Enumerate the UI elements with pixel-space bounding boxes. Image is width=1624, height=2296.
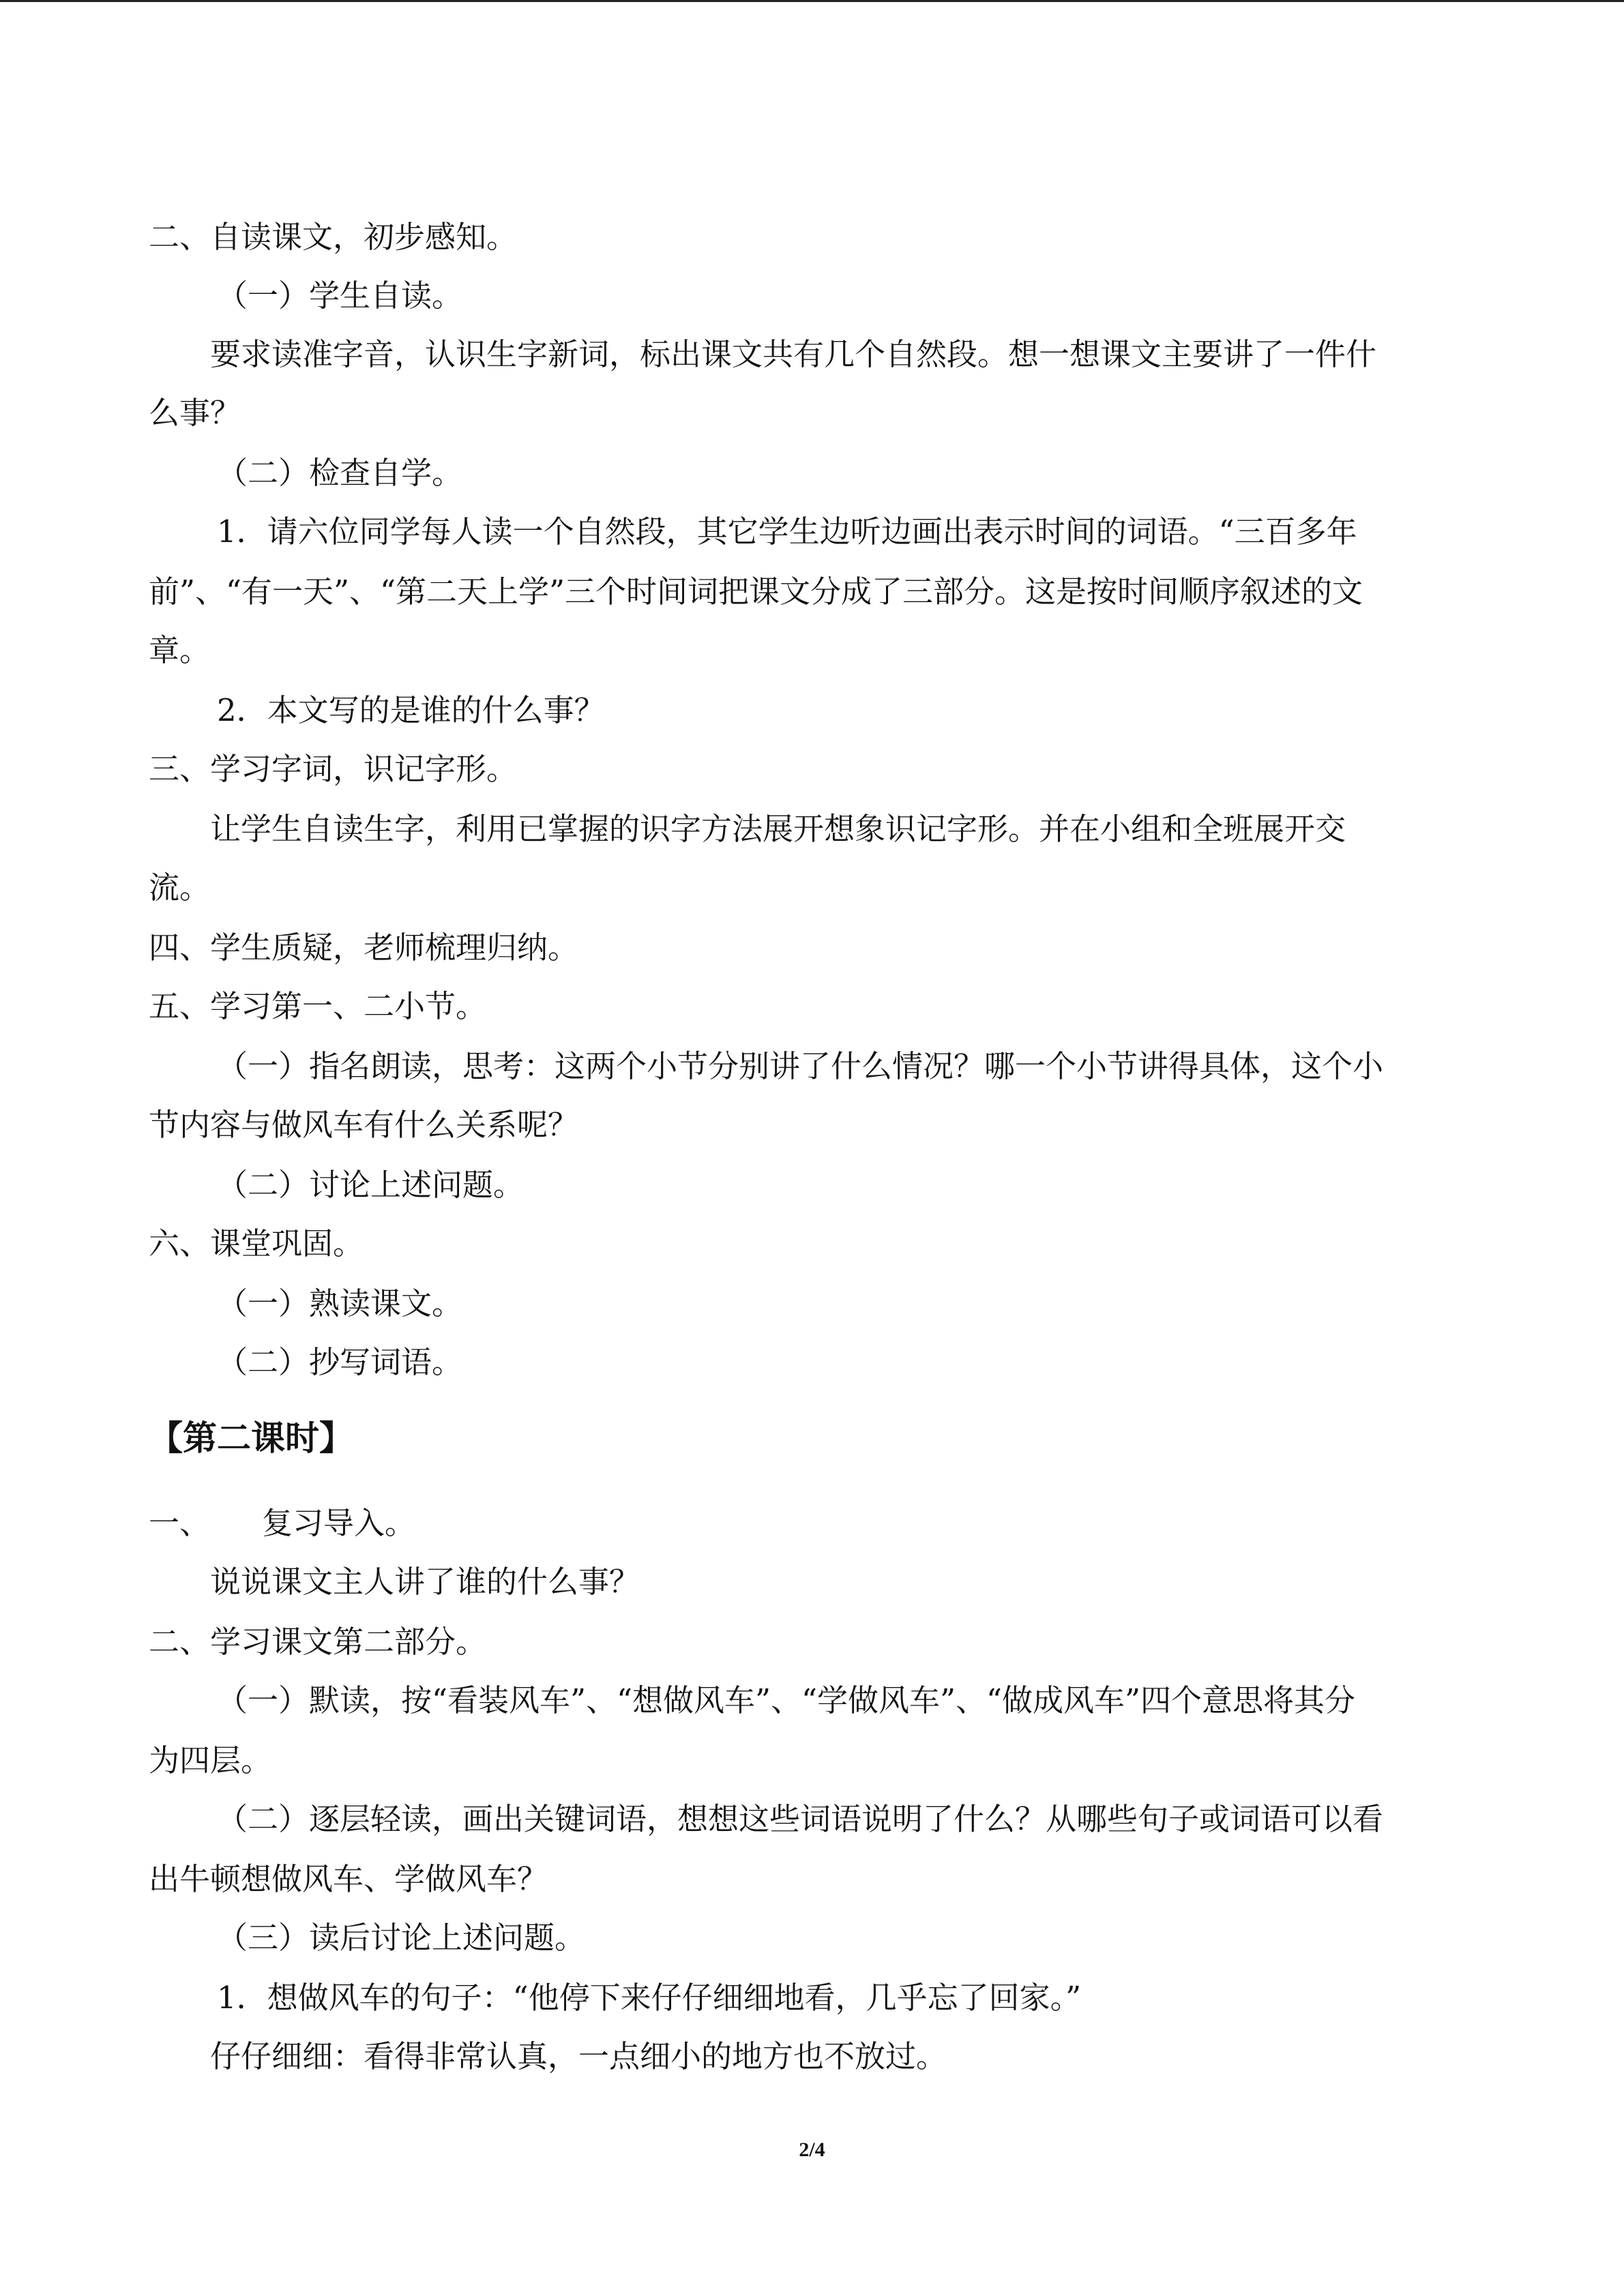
paragraph-line: 要求读准字音，认识生字新词，标出课文共有几个自然段。想一想课文主要讲了一件什 <box>210 336 1377 372</box>
paragraph-line: 1．请六位同学每人读一个自然段，其它学生边听边画出表示时间的词语。“三百多年 <box>217 513 1357 550</box>
paragraph-line: 仔仔细细：看得非常认真，一点细小的地方也不放过。 <box>210 2038 947 2074</box>
paragraph-line: 流。 <box>149 869 211 906</box>
sub-item: （二）检查自学。 <box>217 455 463 491</box>
sub-item: 2．本文写的是谁的什么事？ <box>217 692 605 728</box>
paragraph-line: 节内容与做风车有什么关系呢？ <box>149 1107 579 1143</box>
paragraph-line: 1．想做风车的句子：“他停下来仔仔细细地看，几乎忘了回家。” <box>217 1980 1082 2016</box>
paragraph-line: 让学生自读生字，利用已掌握的识字方法展开想象识记字形。并在小组和全班展开交 <box>210 811 1346 847</box>
sub-item: （二）抄写词语。 <box>217 1344 463 1380</box>
paragraph-line: 章。 <box>149 632 211 668</box>
section-2-heading-lesson2: 二、学习课文第二部分。 <box>149 1624 487 1660</box>
lesson-2-heading: 【第二课时】 <box>149 1418 353 1458</box>
paragraph-line: （二）逐层轻读，画出关键词语，想想这些词语说明了什么？从哪些句子或词语可以看 <box>217 1801 1384 1837</box>
sub-item: （三）读后讨论上述问题。 <box>217 1920 586 1956</box>
page-number: 2/4 <box>799 2138 825 2161</box>
paragraph-line: （一）默读，按“看装风车”、“想做风车”、“学做风车”、“做成风车”四个意思将其分 <box>217 1682 1356 1718</box>
section-1-title: 复习导入。 <box>262 1505 416 1541</box>
paragraph-line: 出牛顿想做风车、学做风车？ <box>149 1861 548 1897</box>
sub-item: （一）熟读课文。 <box>217 1285 463 1322</box>
paragraph-line: 么事？ <box>149 395 241 431</box>
paragraph-line: 为四层。 <box>149 1742 272 1778</box>
section-6-heading: 六、课堂巩固。 <box>149 1225 364 1262</box>
paragraph-line: 说说课文主人讲了谁的什么事？ <box>210 1564 640 1600</box>
section-4-heading: 四、学生质疑，老师梳理归纳。 <box>149 929 579 966</box>
section-3-heading: 三、学习字词，识记字形。 <box>149 751 518 787</box>
sub-item: （二）讨论上述问题。 <box>217 1167 525 1203</box>
section-1-number: 一、 <box>149 1505 211 1541</box>
top-border <box>0 0 1624 2</box>
paragraph-line: 前”、“有一天”、“第二天上学”三个时间词把课文分成了三部分。这是按时间顺序叙述的文 <box>149 573 1363 610</box>
section-5-heading: 五、学习第一、二小节。 <box>149 988 487 1024</box>
paragraph-line: （一）指名朗读，思考：这两个小节分别讲了什么情况？哪一个小节讲得具体，这个小 <box>217 1048 1384 1084</box>
section-2-heading: 二、自读课文，初步感知。 <box>149 219 518 255</box>
sub-item: （一）学生自读。 <box>217 278 463 314</box>
